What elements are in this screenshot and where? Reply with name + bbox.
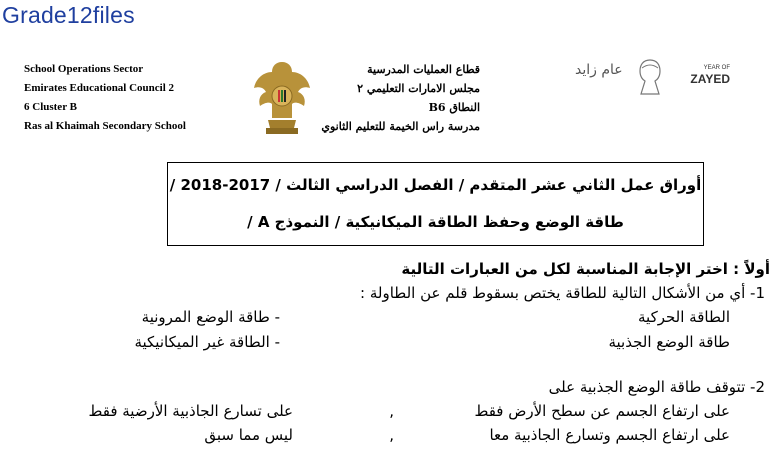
zayed-portrait-icon [633,56,667,96]
arabic-header [310,60,480,136]
zayed-logo-year-of: YEAR OF [703,65,730,71]
question-2-option: على ارتفاع الجسم عن سطح الأرض فقط [474,402,730,420]
worksheet-title-line-2: طاقة الوضع وحفظ الطاقة الميكانيكية / النموذج A / [247,213,624,231]
arabic-header-line: النطاق B6 [428,101,480,114]
option-separator: , [389,426,394,444]
english-header-line: School Operations Sector [24,63,144,75]
uae-emblem-icon [250,56,314,140]
arabic-header-line: مجلس الامارات التعليمي ٢ [357,82,480,95]
english-header-line: Ras al Khaimah Secondary School [24,120,186,132]
arabic-header-line: قطاع العمليات المدرسية [367,63,480,76]
zayed-logo-english [670,63,730,85]
english-header-line: 6 Cluster B [24,101,77,113]
section-heading: أولاً : اختر الإجابة المناسبة لكل من العبارات التالية [401,260,770,278]
question-2-option: ليس مما سبق [204,426,293,444]
worksheet-title-box [167,162,704,246]
worksheet-title-line-1: أوراق عمل الثاني عشر المتقدم / الفصل الدراسي الثالث / 2017-2018 / [169,176,702,194]
english-header-line: Emirates Educational Council 2 [24,82,175,94]
question-1-option: - الطاقة غير الميكانيكية [134,333,280,351]
zayed-logo-zayed: ZAYED [690,72,730,86]
question-2-option: على ارتفاع الجسم وتسارع الجاذبية معا [489,426,730,444]
english-header [24,60,264,136]
site-watermark: Grade12files [2,2,135,28]
question-1-option: الطاقة الحركية [638,308,730,326]
option-separator: , [389,402,394,420]
question-1-prompt: 1- أي من الأشكال التالية للطاقة يختص بسقوط قلم عن الطاولة : [360,284,765,302]
question-1-option: طاقة الوضع الجذبية [608,333,730,351]
arabic-header-line: مدرسة راس الخيمة للتعليم الثانوي [321,120,480,133]
zayed-logo-arabic: عام زايد [575,62,623,78]
question-2-prompt: 2- تتوقف طاقة الوضع الجذبية على [548,378,765,396]
question-1-option: - طاقة الوضع المرونية [141,308,280,326]
question-2-option: على تسارع الجاذبية الأرضية فقط [88,402,293,420]
